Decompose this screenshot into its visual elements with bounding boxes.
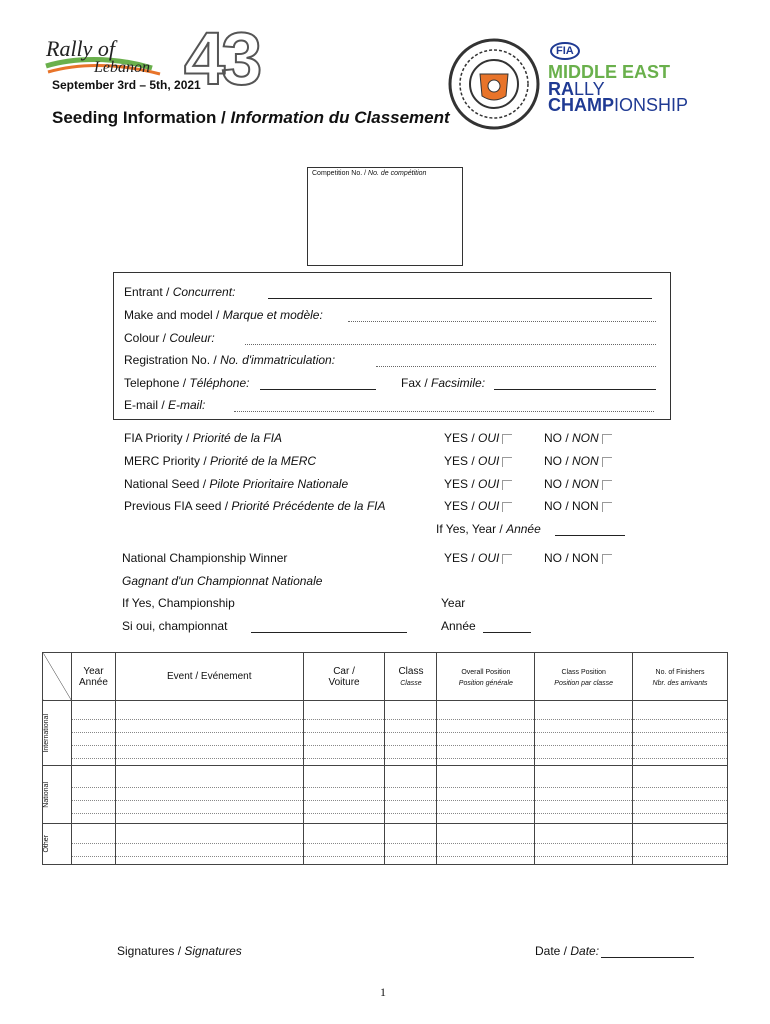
previous-fia-seed-label: Previous FIA seed / Priorité Précédente de la FIA [124, 499, 386, 513]
cell-car[interactable] [303, 824, 385, 865]
merc-priority-no[interactable]: NO / NON [544, 454, 612, 468]
if-yes-year-label: If Yes, Year / Année [436, 522, 541, 536]
cell-class[interactable] [385, 824, 437, 865]
cell-class[interactable] [385, 701, 437, 766]
merc-line-2: RALLY [548, 79, 605, 99]
registration-label: Registration No. / No. d'immatriculation: [124, 353, 336, 367]
cell-class[interactable] [385, 766, 437, 824]
national-championship-no[interactable]: NO / NON [544, 551, 612, 565]
checkbox-icon[interactable] [602, 502, 612, 512]
championship-field[interactable] [251, 632, 407, 633]
cell-year[interactable] [71, 701, 115, 766]
results-history-table [42, 652, 728, 865]
signatures-label: Signatures / Signatures [117, 944, 242, 958]
si-oui-championnat-label: Si oui, championnat [122, 619, 228, 633]
cell-event[interactable] [115, 766, 303, 824]
merc-logo [548, 40, 728, 120]
header-event: Event / Evénement [115, 653, 303, 701]
national-championship-label-fr: Gagnant d'un Championnat Nationale [122, 574, 323, 588]
automobile-club-seal [448, 38, 540, 130]
cell-overall[interactable] [437, 701, 535, 766]
merc-line-1: MIDDLE EAST [548, 62, 671, 82]
group-national: National [43, 781, 50, 808]
year-field[interactable] [483, 632, 531, 633]
registration-field[interactable] [376, 366, 656, 367]
cell-car[interactable] [303, 701, 385, 766]
merc-priority-yes[interactable]: YES / OUI [444, 454, 512, 468]
logo-text: Rally of [46, 36, 116, 61]
checkbox-icon[interactable] [602, 480, 612, 490]
fax-label: Fax / Facsimile: [401, 376, 486, 390]
cell-overall[interactable] [437, 766, 535, 824]
cell-event[interactable] [115, 824, 303, 865]
header-corner [43, 653, 72, 701]
cell-car[interactable] [303, 766, 385, 824]
fia-badge: FIA [550, 42, 580, 60]
entrant-field[interactable] [268, 298, 652, 299]
national-championship-label: National Championship Winner [122, 551, 288, 565]
page-number: 1 [380, 985, 386, 999]
date-label: Date / Date: [535, 944, 600, 958]
table-row [43, 824, 728, 865]
year-label: Year [441, 596, 466, 610]
checkbox-icon[interactable] [502, 457, 512, 467]
merc-priority-label: MERC Priority / Priorité de la MERC [124, 454, 317, 468]
header-class: Class Classe [385, 653, 437, 701]
merc-line-3: CHAMPIONSHIP [548, 95, 689, 115]
checkbox-icon[interactable] [502, 502, 512, 512]
svg-text:Lebanon: Lebanon [94, 59, 150, 76]
group-other: Other [43, 835, 50, 853]
rally-dates: September 3rd – 5th, 2021 [52, 78, 201, 92]
cell-overall[interactable] [437, 824, 535, 865]
national-seed-no[interactable]: NO / NON [544, 477, 612, 491]
header-year: Year Année [71, 653, 115, 701]
group-international: International [43, 713, 50, 753]
if-yes-championship-label: If Yes, Championship [122, 596, 235, 610]
fia-priority-no[interactable]: NO / NON [544, 431, 612, 445]
header-finishers: No. of Finishers Nbr. des arrivants [633, 653, 728, 701]
fia-priority-yes[interactable]: YES / OUI [444, 431, 512, 445]
cell-class-position[interactable] [535, 701, 633, 766]
cell-class-position[interactable] [535, 824, 633, 865]
header-class-position: Class Position Position par classe [535, 653, 633, 701]
colour-field[interactable] [245, 344, 656, 345]
national-seed-yes[interactable]: YES / OUI [444, 477, 512, 491]
cell-finishers[interactable] [633, 766, 728, 824]
page-title: Seeding Information / Information du Classement [52, 108, 450, 127]
cell-class-position[interactable] [535, 766, 633, 824]
checkbox-icon[interactable] [602, 554, 612, 564]
date-field[interactable] [601, 957, 694, 958]
if-yes-year-field[interactable] [555, 535, 625, 536]
national-championship-yes[interactable]: YES / OUI [444, 551, 512, 565]
checkbox-icon[interactable] [602, 457, 612, 467]
make-model-field[interactable] [348, 321, 656, 322]
telephone-field[interactable] [260, 389, 376, 390]
table-row [43, 701, 728, 766]
cell-year[interactable] [71, 766, 115, 824]
header-car: Car / Voiture [303, 653, 385, 701]
table-header-row [43, 653, 728, 701]
entrant-label: Entrant / Concurrent: [124, 285, 236, 299]
email-label: E-mail / E-mail: [124, 398, 206, 412]
make-model-label: Make and model / Marque et modèle: [124, 308, 323, 322]
fax-field[interactable] [494, 389, 656, 390]
cell-event[interactable] [115, 701, 303, 766]
previous-fia-seed-yes[interactable]: YES / OUI [444, 499, 512, 513]
previous-fia-seed-no[interactable]: NO / NON [544, 499, 612, 513]
email-field[interactable] [234, 411, 654, 412]
telephone-label: Telephone / Téléphone: [124, 376, 250, 390]
edition-number: 43 [184, 17, 259, 100]
fia-priority-label: FIA Priority / Priorité de la FIA [124, 431, 283, 445]
annee-label: Année [441, 619, 476, 633]
national-seed-label: National Seed / Pilote Prioritaire Nationale [124, 477, 349, 491]
cell-year[interactable] [71, 824, 115, 865]
competition-number-label: Competition No. / No. de compétition [312, 170, 427, 177]
cell-finishers[interactable] [633, 701, 728, 766]
colour-label: Colour / Couleur: [124, 331, 215, 345]
checkbox-icon[interactable] [502, 434, 512, 444]
checkbox-icon[interactable] [502, 480, 512, 490]
header-overall-position: Overall Position Position générale [437, 653, 535, 701]
table-row [43, 766, 728, 824]
checkbox-icon[interactable] [602, 434, 612, 444]
competition-number-box[interactable] [307, 167, 463, 266]
checkbox-icon[interactable] [502, 554, 512, 564]
cell-finishers[interactable] [633, 824, 728, 865]
